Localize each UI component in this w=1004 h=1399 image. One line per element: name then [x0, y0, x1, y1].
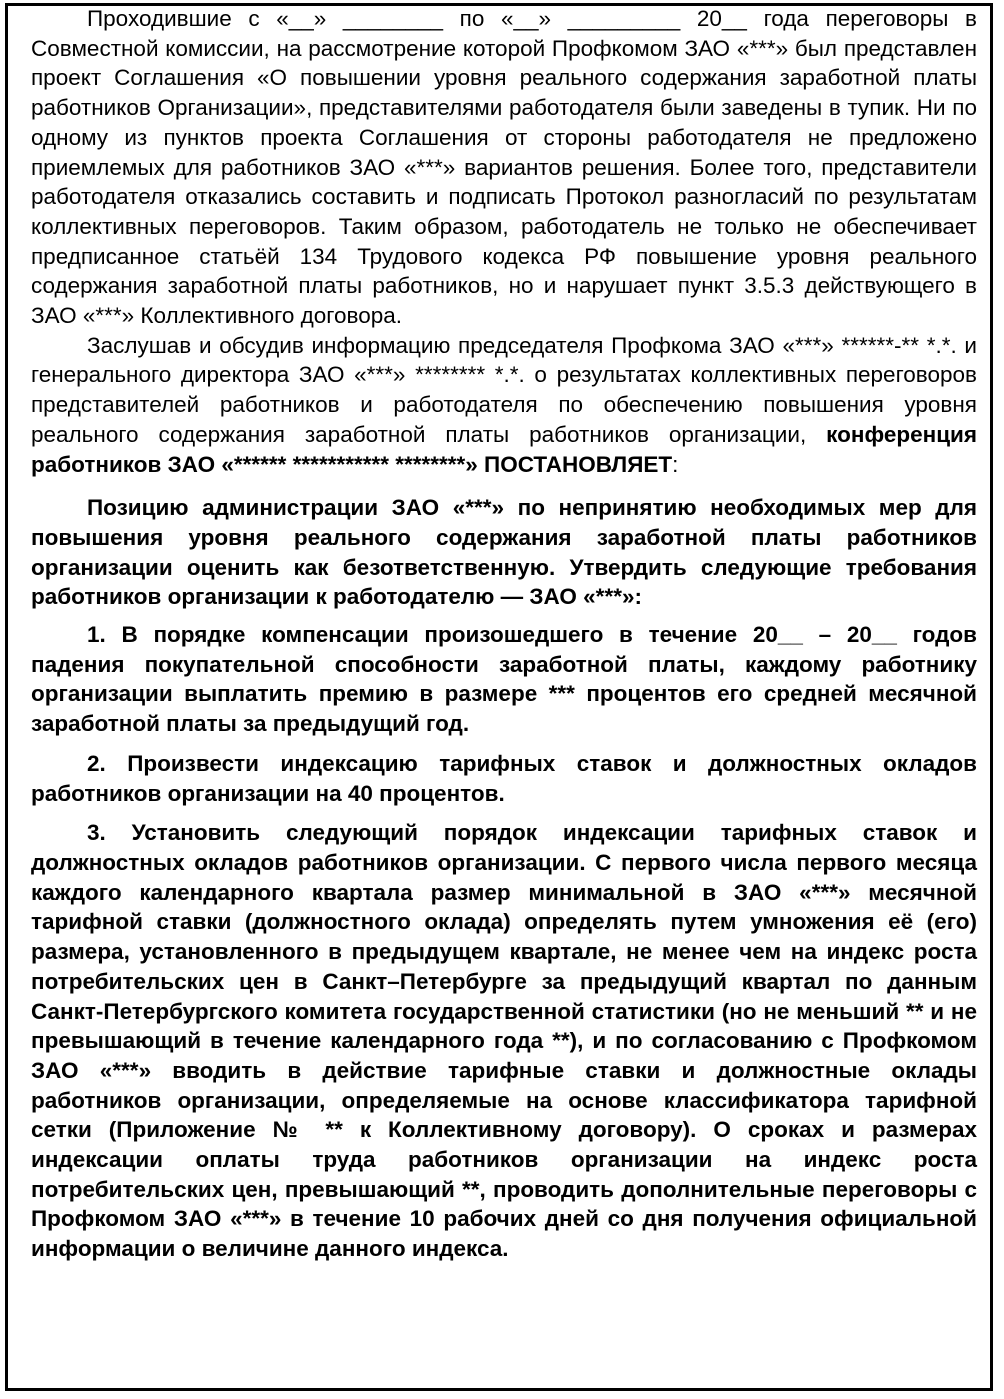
resolution-colon: : — [672, 451, 679, 477]
document-body — [31, 4, 977, 1264]
demand-item-1: 1. В порядке компенсации произошедшего в течение 20__ – 20__ годов падения покупательной способности заработной платы, каждому работнику организации выплатить премию в размере *** процентов его средней месячной заработной платы за предыдущий год. — [31, 622, 977, 737]
paragraph-position: Позицию администрации ЗАО «***» по непринятию необходимых мер для повышения уровня реального содержания заработной платы работников организации оценить как безответственную. Утвердить следующие требования работников организации к работодателю — ЗАО «***»: — [31, 495, 977, 610]
demand-item-3: 3. Установить следующий порядок индексации тарифных ставок и должностных окладов работников организации. С первого числа первого месяца каждого календарного квартала размер минимальной в ЗАО «***» месячной тарифной ставки (должностного оклада) определять путем умножения её (его) размера, установленного в предыдущем квартале, не менее чем на индекс роста потребительских цен в Санкт–Петербурге за предыдущий квартал по данным Санкт-Петербургского комитета государственной статистики (но не меньший ** и не превышающий в течение календарного года **), и по согласованию с Профкомом ЗАО «***» вводить в действие тарифные ставки и должностные оклады работников организации, определяемые на основе классификатора тарифной сетки (Приложение № ** к Коллективному договору). О сроках и размерах индексации оплаты труда работников организации на индекс роста потребительских цен, превышающий **, проводить дополнительные переговоры с Профкомом ЗАО «***» в течение 10 рабочих дней со дня получения официальной информации о величине данного индекса. — [31, 820, 977, 1262]
paragraph-heard — [31, 331, 977, 480]
paragraph-intro: Проходившие с «__» ________ по «__» _________ 20__ года переговоры в Совместной комиссии, на рассмотрение которой Профкомом ЗАО «***» был представлен проект Соглашения «О повышении уровня реального содержания заработной платы работников Организации», представителями работодателя были заведены в тупик. Ни по одному из пунктов проекта Соглашения от стороны работодателя не предложено приемлемых для работников ЗАО «***» вариантов решения. Более того, представители работодателя отказались составить и подписать Протокол разногласий по результатам коллективных переговоров. Таким образом, работодатель не только не обеспечивает предписанное статьёй 134 Трудового кодекса РФ повышение уровня реального содержания заработной платы работников, но и нарушает пункт 3.5.3 действующего в ЗАО «***» Коллективного договора. — [31, 6, 977, 329]
resolution-statement: конференция работников ЗАО «****** *********** ********» ПОСТАНОВЛЯЕТ — [31, 421, 977, 477]
paragraph-heard-text: Заслушав и обсудив информацию председателя Профкома ЗАО «***» ******-** *.*. и генерального директора ЗАО «***» ******** *.*. о результатах коллективных переговоров представителей работников и работодателя по обеспечению повышения уровня реального содержания заработной платы работников организации, — [31, 332, 977, 447]
demand-item-2: 2. Произвести индексацию тарифных ставок и должностных окладов работников организации на 40 процентов. — [31, 750, 977, 806]
